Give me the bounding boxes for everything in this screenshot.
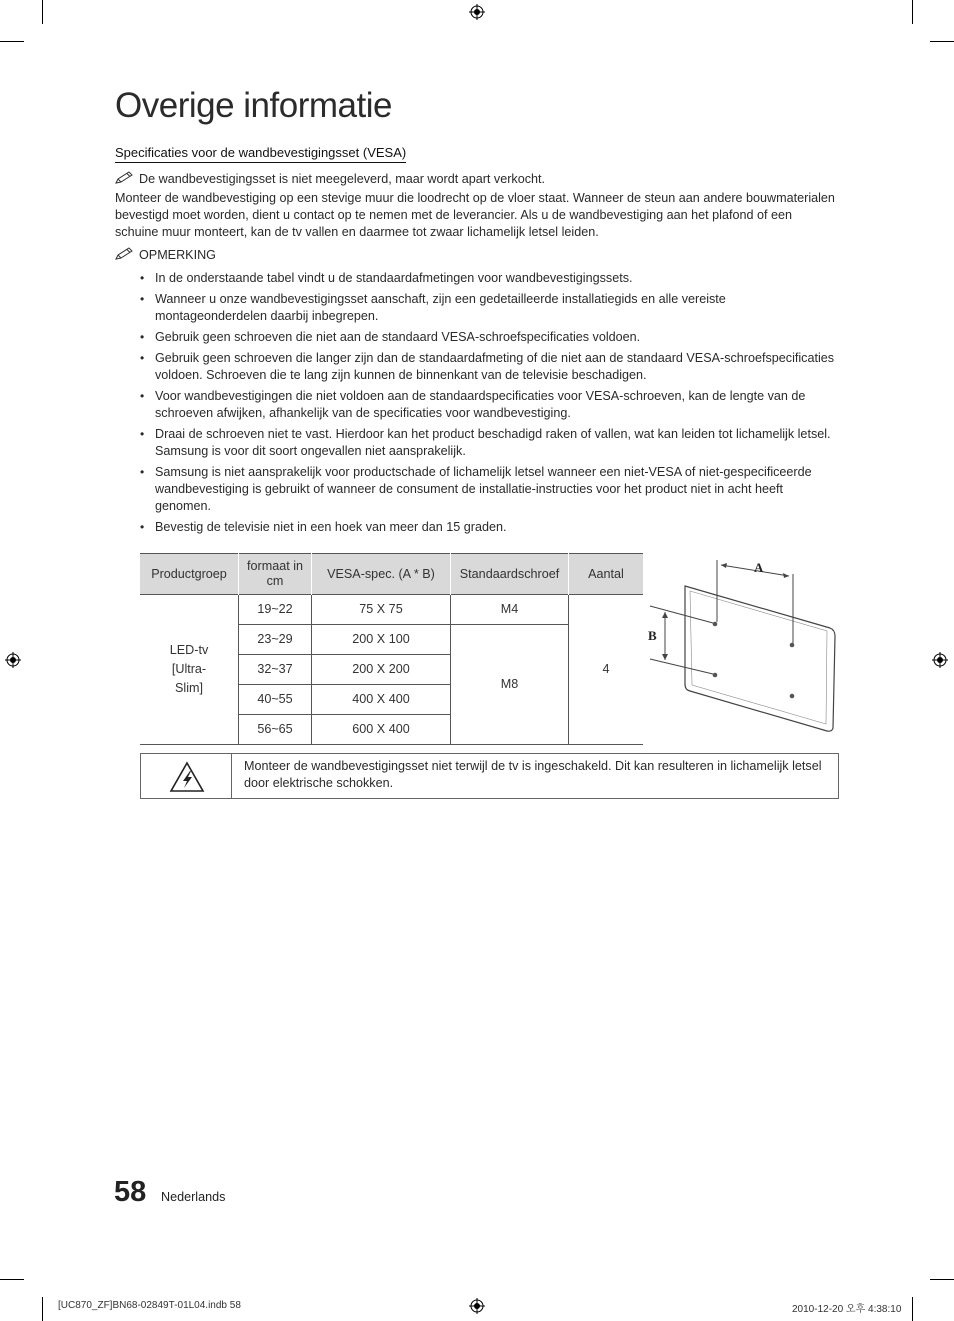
note-line bbox=[115, 171, 545, 188]
registration-mark-icon bbox=[469, 4, 485, 20]
note-text: De wandbevestigingsset is niet meegeleverd, maar wordt apart verkocht. bbox=[139, 172, 546, 186]
table-cell: 32~37 bbox=[239, 655, 312, 685]
table-cell: 40~55 bbox=[239, 685, 312, 715]
vesa-spec-table bbox=[140, 553, 643, 745]
table-header-cell: Productgroep bbox=[140, 554, 239, 595]
print-slug-file: [UC870_ZF]BN68-02849T-01L04.indb 58 bbox=[58, 1300, 241, 1311]
table-cell: 400 X 400 bbox=[312, 685, 451, 715]
registration-mark-icon bbox=[5, 652, 21, 668]
crop-mark bbox=[930, 1279, 954, 1280]
list-item: • Samsung is niet aansprakelijk voor productschade of lichamelijk letsel wanneer een niet-VESA of niet-gespecificeerde wandbevestiging is gebruikt of wanneer de consument de installatie-instructies voor het product niet in acht heeft genomen. bbox=[140, 464, 840, 515]
table-cell: 600 X 400 bbox=[312, 715, 451, 745]
print-slug-timestamp: 2010-12-20 오후 4:38:10 bbox=[792, 1304, 902, 1315]
dimension-label-b: B bbox=[648, 628, 657, 643]
crop-mark bbox=[42, 0, 43, 24]
table-cell: 200 X 200 bbox=[312, 655, 451, 685]
table-header-cell: VESA-spec. (A * B) bbox=[312, 554, 451, 595]
table-header-row bbox=[140, 554, 643, 595]
table-cell: 23~29 bbox=[239, 625, 312, 655]
page-title: Overige informatie bbox=[115, 86, 392, 125]
remark-label: OPMERKING bbox=[139, 248, 216, 262]
list-item: • Voor wandbevestigingen die niet voldoen aan de standaardspecificaties voor VESA-schroeven, kan de lengte van de schroeven afwijken, afhankelijk van de specificaties voor wandbevestiging. bbox=[140, 388, 840, 422]
warning-text: Monteer de wandbevestigingsset niet terwijl de tv is ingeschakeld. Dit kan resulteren in lichamelijk letsel door elektrische schokken. bbox=[244, 759, 822, 790]
table-header-cell: Aantal bbox=[569, 554, 644, 595]
product-group-cell: LED-tv [Ultra-Slim] bbox=[140, 595, 239, 745]
table-cell: 4 bbox=[569, 595, 644, 745]
intro-paragraph: Monteer de wandbevestiging op een stevige muur die loodrecht op de vloer staat. Wanneer de steun aan andere bouwmaterialen bevestigd moet worden, dient u contact op te nemen met de leverancier. Als u de wandbevestiging aan het plafond of een schuine muur monteert, kan de tv vallen en daarmee tot zwaar lichamelijk letsel leiden. bbox=[115, 191, 835, 239]
remark-bullet-list bbox=[140, 270, 840, 540]
crop-mark bbox=[42, 1297, 43, 1321]
crop-mark bbox=[912, 0, 913, 24]
tv-vesa-diagram bbox=[645, 556, 840, 736]
table-cell: M4 bbox=[451, 595, 569, 625]
electric-shock-warning-icon bbox=[169, 761, 205, 793]
list-item: • Gebruik geen schroeven die niet aan de standaard VESA-schroefspecificaties voldoen. bbox=[140, 329, 840, 346]
page-language: Nederlands bbox=[161, 1190, 226, 1204]
table-header-cell: formaat in cm bbox=[239, 554, 312, 595]
dimension-label-a: A bbox=[754, 560, 764, 575]
table-cell: 19~22 bbox=[239, 595, 312, 625]
pencil-note-icon bbox=[115, 247, 135, 261]
pencil-note-icon bbox=[115, 171, 135, 185]
crop-mark bbox=[0, 1279, 24, 1280]
table-cell: 75 X 75 bbox=[312, 595, 451, 625]
table-cell: M8 bbox=[451, 625, 569, 745]
remark-heading bbox=[115, 247, 216, 264]
list-item: • Gebruik geen schroeven die langer zijn dan de standaardafmeting of die niet aan de standaard VESA-schroefspecificaties voldoen. Schroeven die te lang zijn kunnen de binnenkant van de televisie beschadigen. bbox=[140, 350, 840, 384]
crop-mark bbox=[0, 41, 24, 42]
table-header-cell: Standaardschroef bbox=[451, 554, 569, 595]
table-cell: 200 X 100 bbox=[312, 625, 451, 655]
table-row bbox=[140, 595, 643, 625]
registration-mark-icon bbox=[469, 1298, 485, 1314]
list-item: • In de onderstaande tabel vindt u de standaardafmetingen voor wandbevestigingssets. bbox=[140, 270, 840, 287]
section-heading: Specificaties voor de wandbevestigingsset (VESA) bbox=[115, 145, 406, 163]
list-item: • Wanneer u onze wandbevestigingsset aanschaft, zijn een gedetailleerde installatiegids en alle vereiste montageonderdelen daarbij inbegrepen. bbox=[140, 291, 840, 325]
warning-divider bbox=[231, 754, 232, 798]
page-number: 58 bbox=[114, 1176, 147, 1208]
list-item: • Bevestig de televisie niet in een hoek van meer dan 15 graden. bbox=[140, 519, 840, 536]
crop-mark bbox=[912, 1297, 913, 1321]
warning-box bbox=[140, 753, 839, 799]
table-cell: 56~65 bbox=[239, 715, 312, 745]
crop-mark bbox=[930, 41, 954, 42]
list-item: • Draai de schroeven niet te vast. Hierdoor kan het product beschadigd raken of vallen, wat kan leiden tot lichamelijk letsel. Samsung is voor dit soort ongevallen niet aansprakelijk. bbox=[140, 426, 840, 460]
registration-mark-icon bbox=[932, 652, 948, 668]
